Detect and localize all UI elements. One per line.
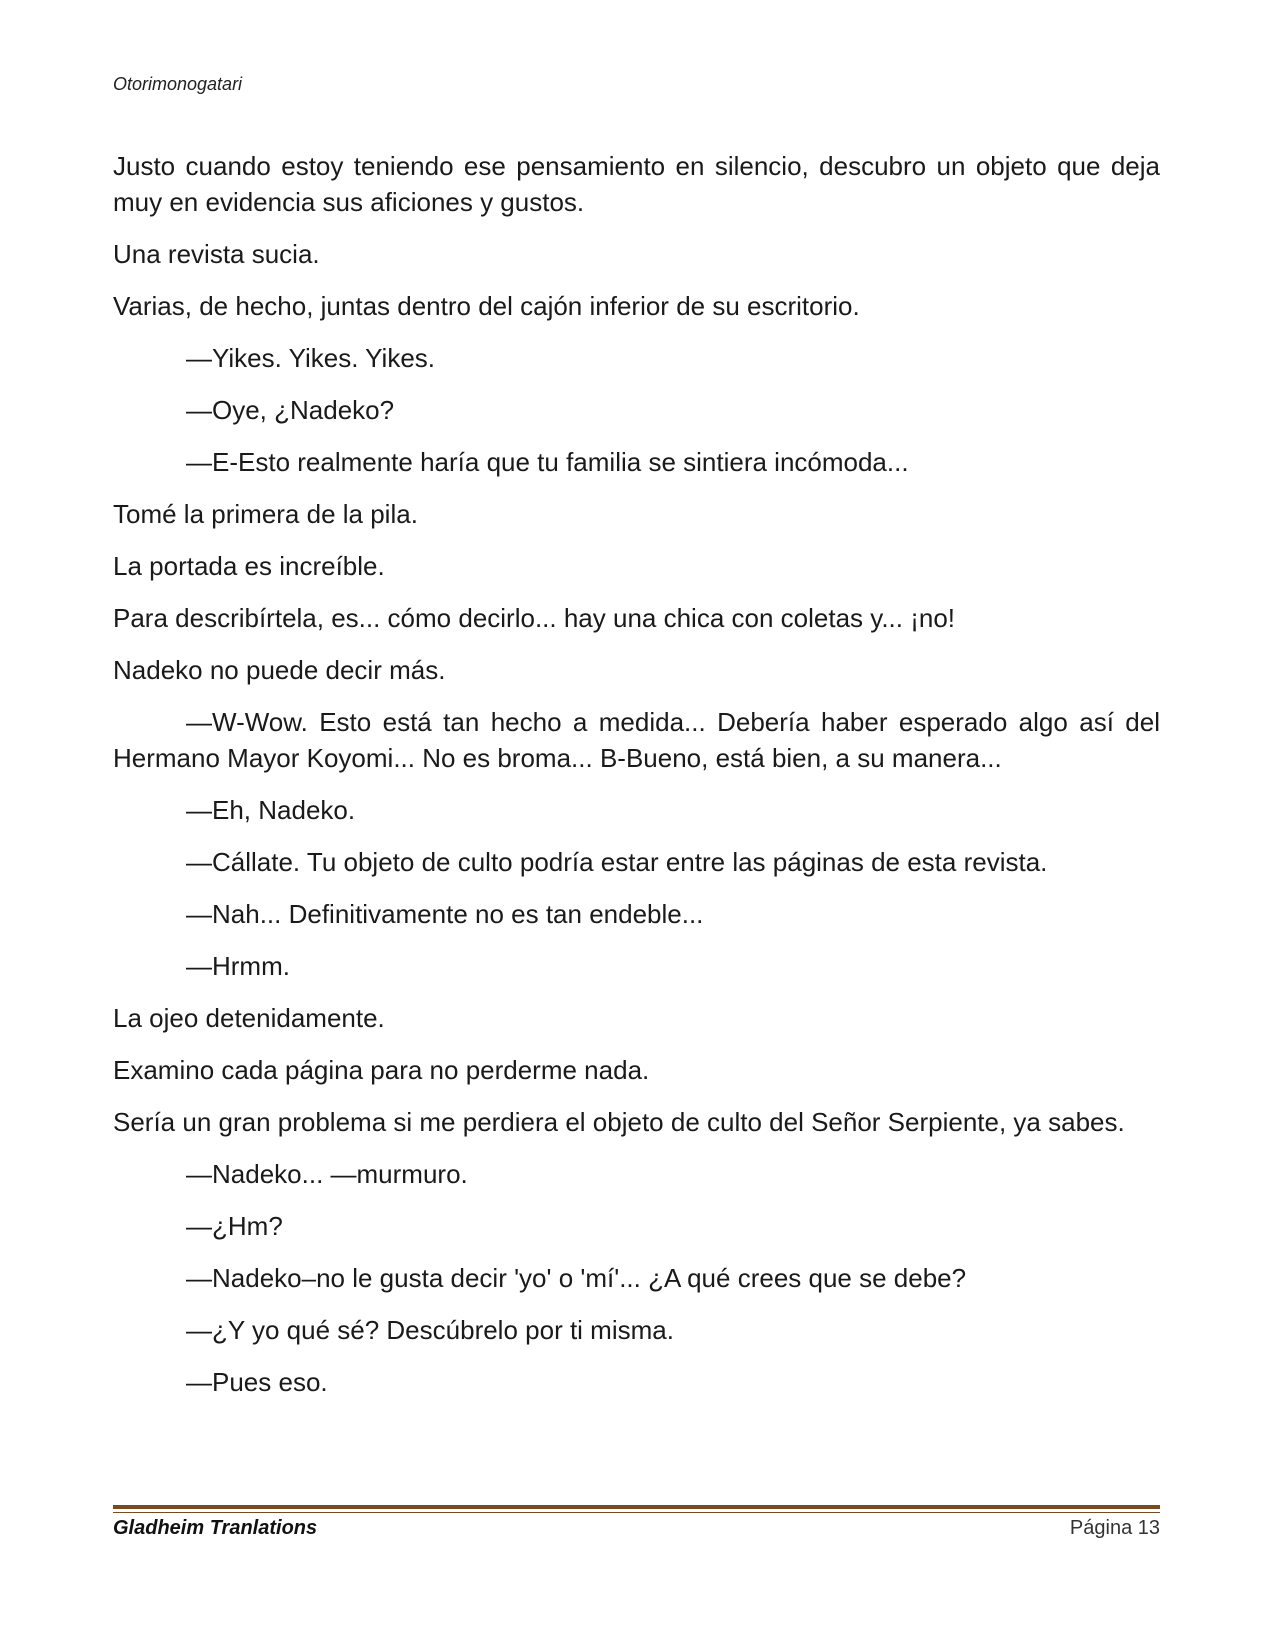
paragraph-8: La portada es increíble. — [113, 551, 385, 581]
paragraph-16: La ojeo detenidamente. — [113, 1003, 385, 1033]
paragraph-2: Una revista sucia. — [113, 239, 320, 269]
page-number: Página 13 — [1069, 1517, 1160, 1539]
page-body — [113, 148, 1160, 1416]
dialog-line-22: —¿Y yo qué sé? Descúbrelo por ti misma. — [186, 1315, 674, 1345]
paragraph-17: Examino cada página para no perderme nada. — [113, 1055, 650, 1085]
dialog-line-13: —Cállate. Tu objeto de culto podría estar entre las páginas de esta revista. — [186, 847, 1048, 877]
dialog-line-19: —Nadeko... —murmuro. — [186, 1159, 468, 1189]
footer-divider — [113, 1505, 1160, 1513]
running-header-title: Otorimonogatari — [113, 74, 243, 94]
dialog-line-11: —W-Wow. Esto está tan hecho a medida... Debería haber esperado algo así del Hermano Mayor Koyomi... No es broma... B-Bueno, está bien, a su manera... — [113, 707, 1160, 773]
dialog-line-21: —Nadeko–no le gusta decir 'yo' o 'mí'... ¿A qué crees que se debe? — [186, 1263, 967, 1293]
dialog-line-14: —Nah... Definitivamente no es tan endeble... — [186, 899, 704, 929]
paragraph-10: Nadeko no puede decir más. — [113, 655, 446, 685]
dialog-line-15: —Hrmm. — [186, 951, 290, 981]
dialog-line-20: —¿Hm? — [186, 1211, 283, 1241]
paragraph-3: Varias, de hecho, juntas dentro del cajón inferior de su escritorio. — [113, 291, 860, 321]
dialog-line-4: —Yikes. Yikes. Yikes. — [186, 343, 436, 373]
dialog-line-23: —Pues eso. — [186, 1367, 328, 1397]
footer-credit: Gladheim Tranlations — [113, 1517, 318, 1539]
paragraph-18: Sería un gran problema si me perdiera el objeto de culto del Señor Serpiente, ya sabes. — [113, 1107, 1125, 1137]
paragraph-9: Para describírtela, es... cómo decirlo... hay una chica con coletas y... ¡no! — [113, 603, 956, 633]
dialog-line-6: —E-Esto realmente haría que tu familia se sintiera incómoda... — [186, 447, 909, 477]
paragraph-7: Tomé la primera de la pila. — [113, 499, 418, 529]
dialog-line-12: —Eh, Nadeko. — [186, 795, 356, 825]
paragraph-1: Justo cuando estoy teniendo ese pensamiento en silencio, descubro un objeto que deja muy en evidencia sus aficiones y gustos. — [113, 151, 1160, 217]
dialog-line-5: —Oye, ¿Nadeko? — [186, 395, 395, 425]
